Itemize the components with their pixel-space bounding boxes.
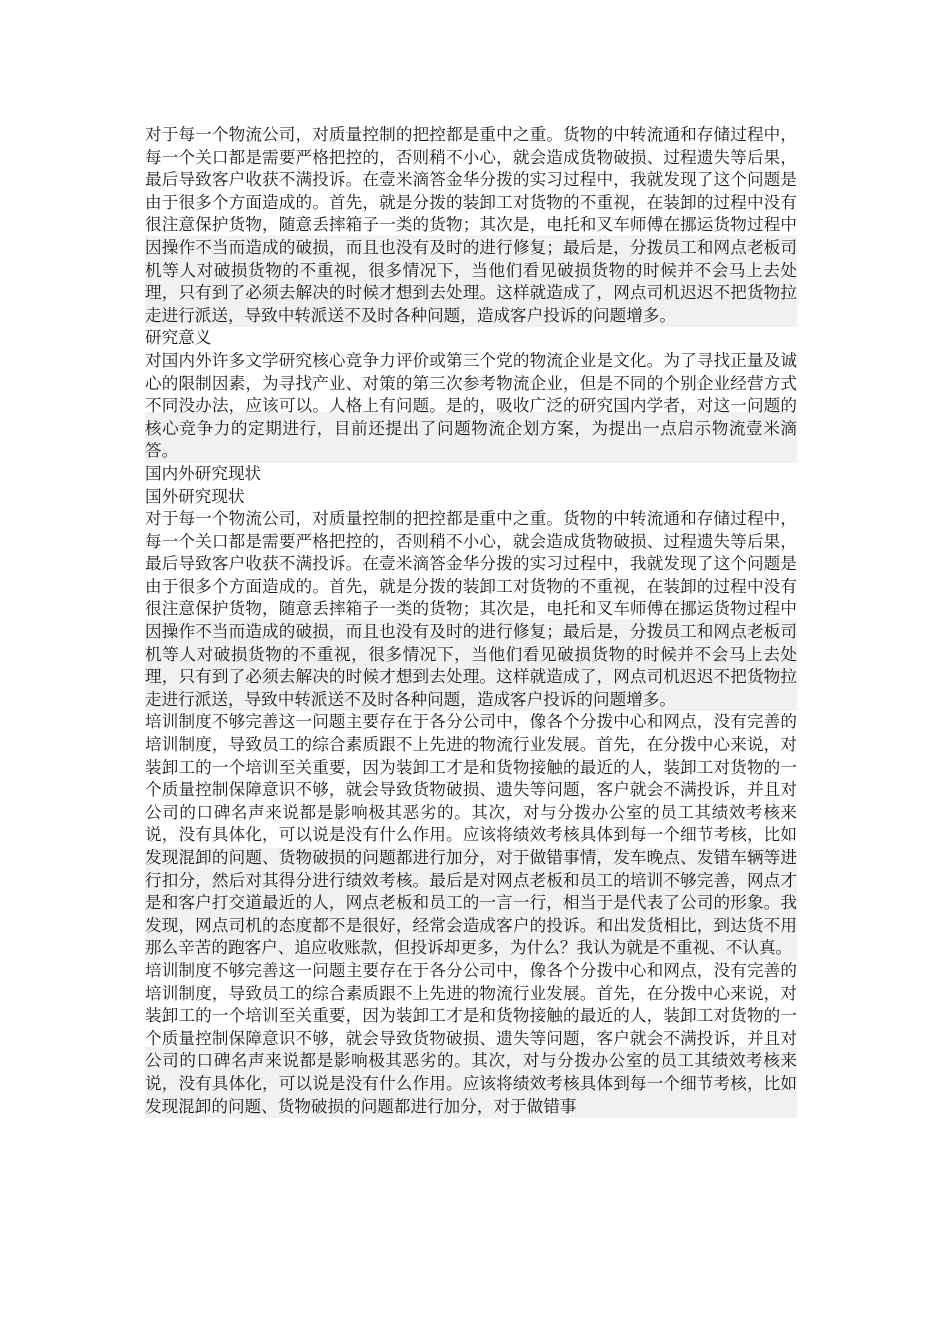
document-body (145, 124, 797, 1118)
subsection-heading: 国外研究现状 (145, 486, 245, 506)
body-paragraph: 培训制度不够完善这一问题主要存在于各分公司中，像各个分拨中心和网点，没有完善的培训制度，导致员工的综合素质跟不上先进的物流行业发展。首先，在分拨中心来说，对装卸工的一个培训至关重要，因为装卸工才是和货物接触的最近的人，装卸工对货物的一个质量控制保障意识不够，就会导致货物破损、遗失等问题，客户就会不满投诉，并且对公司的口碑名声来说都是影响极其恶劣的。其次，对与分拨办公室的员工其绩效考核来说，没有具体化，可以说是没有什么作用。应该将绩效考核具体到每一个细节考核，比如发现混卸的问题、货物破损的问题都进行加分，对于做错事情，发车晚点、发错车辆等进行扣分，然后对其得分进行绩效考核。最后是对网点老板和员工的培训不够完善，网点才是和客户打交道最近的人，网点老板和员工的一言一行，相当于是代表了公司的形象。我发现，网点司机的态度都不是很好，经常会造成客户的投诉。和出发货相比，到达货不用那么辛苦的跑客户、追应收账款，但投诉却更多，为什么？我认为就是不重视、不认真。 (145, 711, 797, 960)
section-heading: 国内外研究现状 (145, 463, 262, 483)
body-paragraph: 对于每一个物流公司，对质量控制的把控都是重中之重。货物的中转流通和存储过程中，每一个关口都是需要严格把控的，否则稍不小心，就会造成货物破损、过程遗失等后果，最后导致客户收获不满投诉。在壹米滴答金华分拨的实习过程中，我就发现了这个问题是由于很多个方面造成的。首先，就是分拨的装卸工对货物的不重视，在装卸的过程中没有很注意保护货物，随意丢摔箱子一类的货物；其次是，电托和叉车师傅在挪运货物过程中因操作不当而造成的破损，而且也没有及时的进行修复；最后是，分拨员工和网点老板司机等人对破损货物的不重视，很多情况下，当他们看见破损货物的时候并不会马上去处理，只有到了必须去解决的时候才想到去处理。这样就造成了，网点司机迟迟不把货物拉走进行派送，导致中转派送不及时各种问题，造成客户投诉的问题增多。 (145, 124, 797, 327)
body-paragraph: 培训制度不够完善这一问题主要存在于各分公司中，像各个分拨中心和网点，没有完善的培训制度，导致员工的综合素质跟不上先进的物流行业发展。首先，在分拨中心来说，对装卸工的一个培训至关重要，因为装卸工才是和货物接触的最近的人，装卸工对货物的一个质量控制保障意识不够，就会导致货物破损、遗失等问题，客户就会不满投诉，并且对公司的口碑名声来说都是影响极其恶劣的。其次，对与分拨办公室的员工其绩效考核来说，没有具体化，可以说是没有什么作用。应该将绩效考核具体到每一个细节考核，比如发现混卸的问题、货物破损的问题都进行加分，对于做错事 (145, 960, 797, 1118)
body-paragraph: 对国内外许多文学研究核心竞争力评价或第三个党的物流企业是文化。为了寻找正量及诚心的限制因素，为寻找产业、对策的第三次参考物流企业，但是不同的个别企业经营方式不同没办法，应该可以。人格上有问题。是的，吸收广泛的研究国内学者，对这一问题的核心竞争力的定期进行，目前还提出了问题物流企划方案，为提出一点启示物流壹米滴答。 (145, 350, 797, 463)
section-heading: 研究意义 (145, 328, 212, 348)
body-paragraph: 对于每一个物流公司，对质量控制的把控都是重中之重。货物的中转流通和存储过程中，每一个关口都是需要严格把控的，否则稍不小心，就会造成货物破损、过程遗失等后果，最后导致客户收获不满投诉。在壹米滴答金华分拨的实习过程中，我就发现了这个问题是由于很多个方面造成的。首先，就是分拨的装卸工对货物的不重视，在装卸的过程中没有很注意保护货物，随意丢摔箱子一类的货物；其次是，电托和叉车师傅在挪运货物过程中因操作不当而造成的破损，而且也没有及时的进行修复；最后是，分拨员工和网点老板司机等人对破损货物的不重视，很多情况下，当他们看见破损货物的时候并不会马上去处理，只有到了必须去解决的时候才想到去处理。这样就造成了，网点司机迟迟不把货物拉走进行派送，导致中转派送不及时各种问题，造成客户投诉的问题增多。 (145, 508, 797, 711)
